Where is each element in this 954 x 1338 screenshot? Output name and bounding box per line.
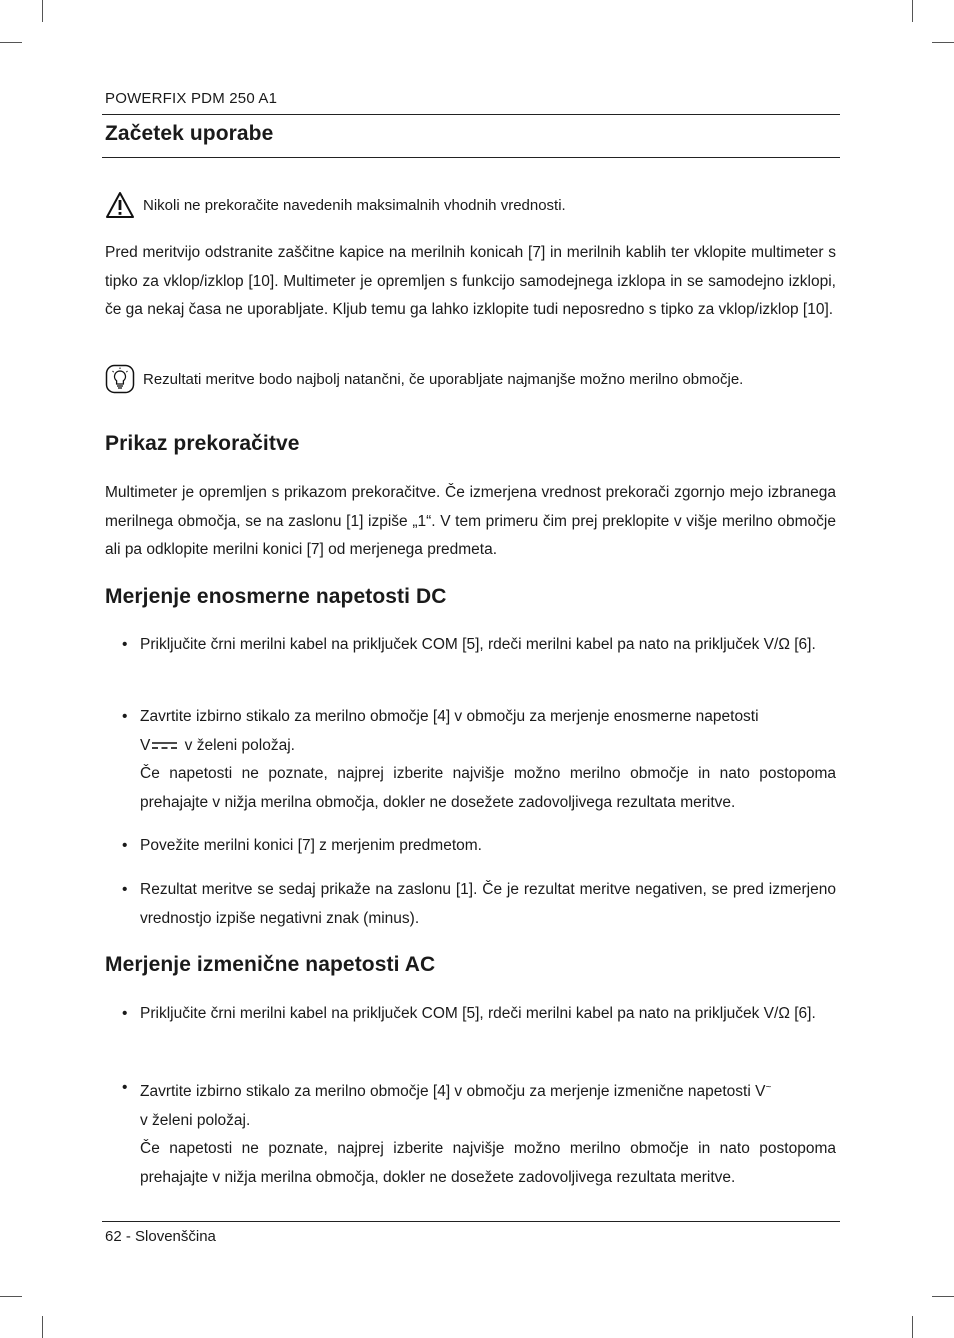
crop-mark <box>912 0 913 22</box>
list-item: • Zavrtite izbirno stikalo za merilno območje [4] v območju za merjenje enosmerne napetosti V v želeni položaj. Če napetosti ne poznate, najprej izberite najvišje možno merilno območje in nato postopoma prehajajte v nižja merilna območja, dokler ne dosežete zadovoljivega rezultata meritve. <box>122 708 836 811</box>
page-number: 62 - Slovenščina <box>105 1228 216 1245</box>
start-paragraph: Pred meritvijo odstranite zaščitne kapice na merilnih konicah [7] in merilnih kablih ter vklopite multimeter s tipko za vklop/izklop [10]. Multimeter je opremljen s funkcijo samodejnega izklopa in se samodejno izklopi, če ga nekaj časa ne uporabljate. Kljub temu ga lahko izklopite tudi neposredno s tipko za vklop/izklop [10]. <box>105 244 836 319</box>
crop-mark <box>0 42 22 43</box>
section-rule <box>102 157 840 158</box>
tip-note <box>105 364 845 394</box>
crop-mark <box>932 1296 954 1297</box>
crop-mark <box>42 1316 43 1338</box>
section-title-start: Začetek uporabe <box>105 122 274 145</box>
crop-mark <box>912 1316 913 1338</box>
warning-note <box>105 190 845 220</box>
tip-text: Rezultati meritve bodo najbolj natančni, če uporabljate najmanjše možno merilno območje. <box>143 370 744 388</box>
list-item: • Zavrtite izbirno stikalo za merilno območje [4] v območju za merjenje izmenične napetosti V~ v želeni položaj. Če napetosti ne poznate, najprej izberite najvišje možno merilno območje in nato postopoma prehajajte v nižja merilna območja, dokler ne dosežete zadovoljivega rezultata meritve. <box>122 1079 836 1186</box>
header-rule <box>102 114 840 115</box>
lightbulb-icon <box>105 364 135 394</box>
list-item: • Priključite črni merilni kabel na priključek COM [5], rdeči merilni kabel pa nato na priključek V/Ω [6]. <box>122 636 816 653</box>
overflow-paragraph: Multimeter je opremljen s prikazom prekoračitve. Če izmerjena vrednost prekorači zgornjo mejo izbranega merilnega območja, se na zaslonu [1] izpiše „1“. V tem primeru čim prej preklopite v višje merilno območje ali pa odklopite merilni konici [7] od merjenega predmeta. <box>105 484 836 559</box>
footer-rule <box>102 1221 840 1222</box>
section-title-overflow: Prikaz prekoračitve <box>105 432 300 455</box>
running-header: POWERFIX PDM 250 A1 <box>105 90 278 107</box>
crop-mark <box>932 42 954 43</box>
list-item: • Povežite merilni konici [7] z merjenim predmetom. <box>122 837 482 854</box>
ac-voltage-symbol: ~ <box>765 1082 772 1093</box>
section-title-dc: Merjenje enosmerne napetosti DC <box>105 585 447 608</box>
list-item: • Priključite črni merilni kabel na priključek COM [5], rdeči merilni kabel pa nato na priključek V/Ω [6]. <box>122 1005 816 1022</box>
list-item: • Rezultat meritve se sedaj prikaže na zaslonu [1]. Če je rezultat meritve negativen, se pred izmerjeno vrednostjo izpiše negativni znak (minus). <box>122 881 836 927</box>
warning-text: Nikoli ne prekoračite navedenih maksimalnih vhodnih vrednosti. <box>143 196 566 214</box>
crop-mark <box>42 0 43 22</box>
dc-voltage-symbol-icon <box>150 740 180 752</box>
warning-triangle-icon <box>105 190 135 220</box>
crop-mark <box>0 1296 22 1297</box>
section-title-ac: Merjenje izmenične napetosti AC <box>105 953 436 976</box>
